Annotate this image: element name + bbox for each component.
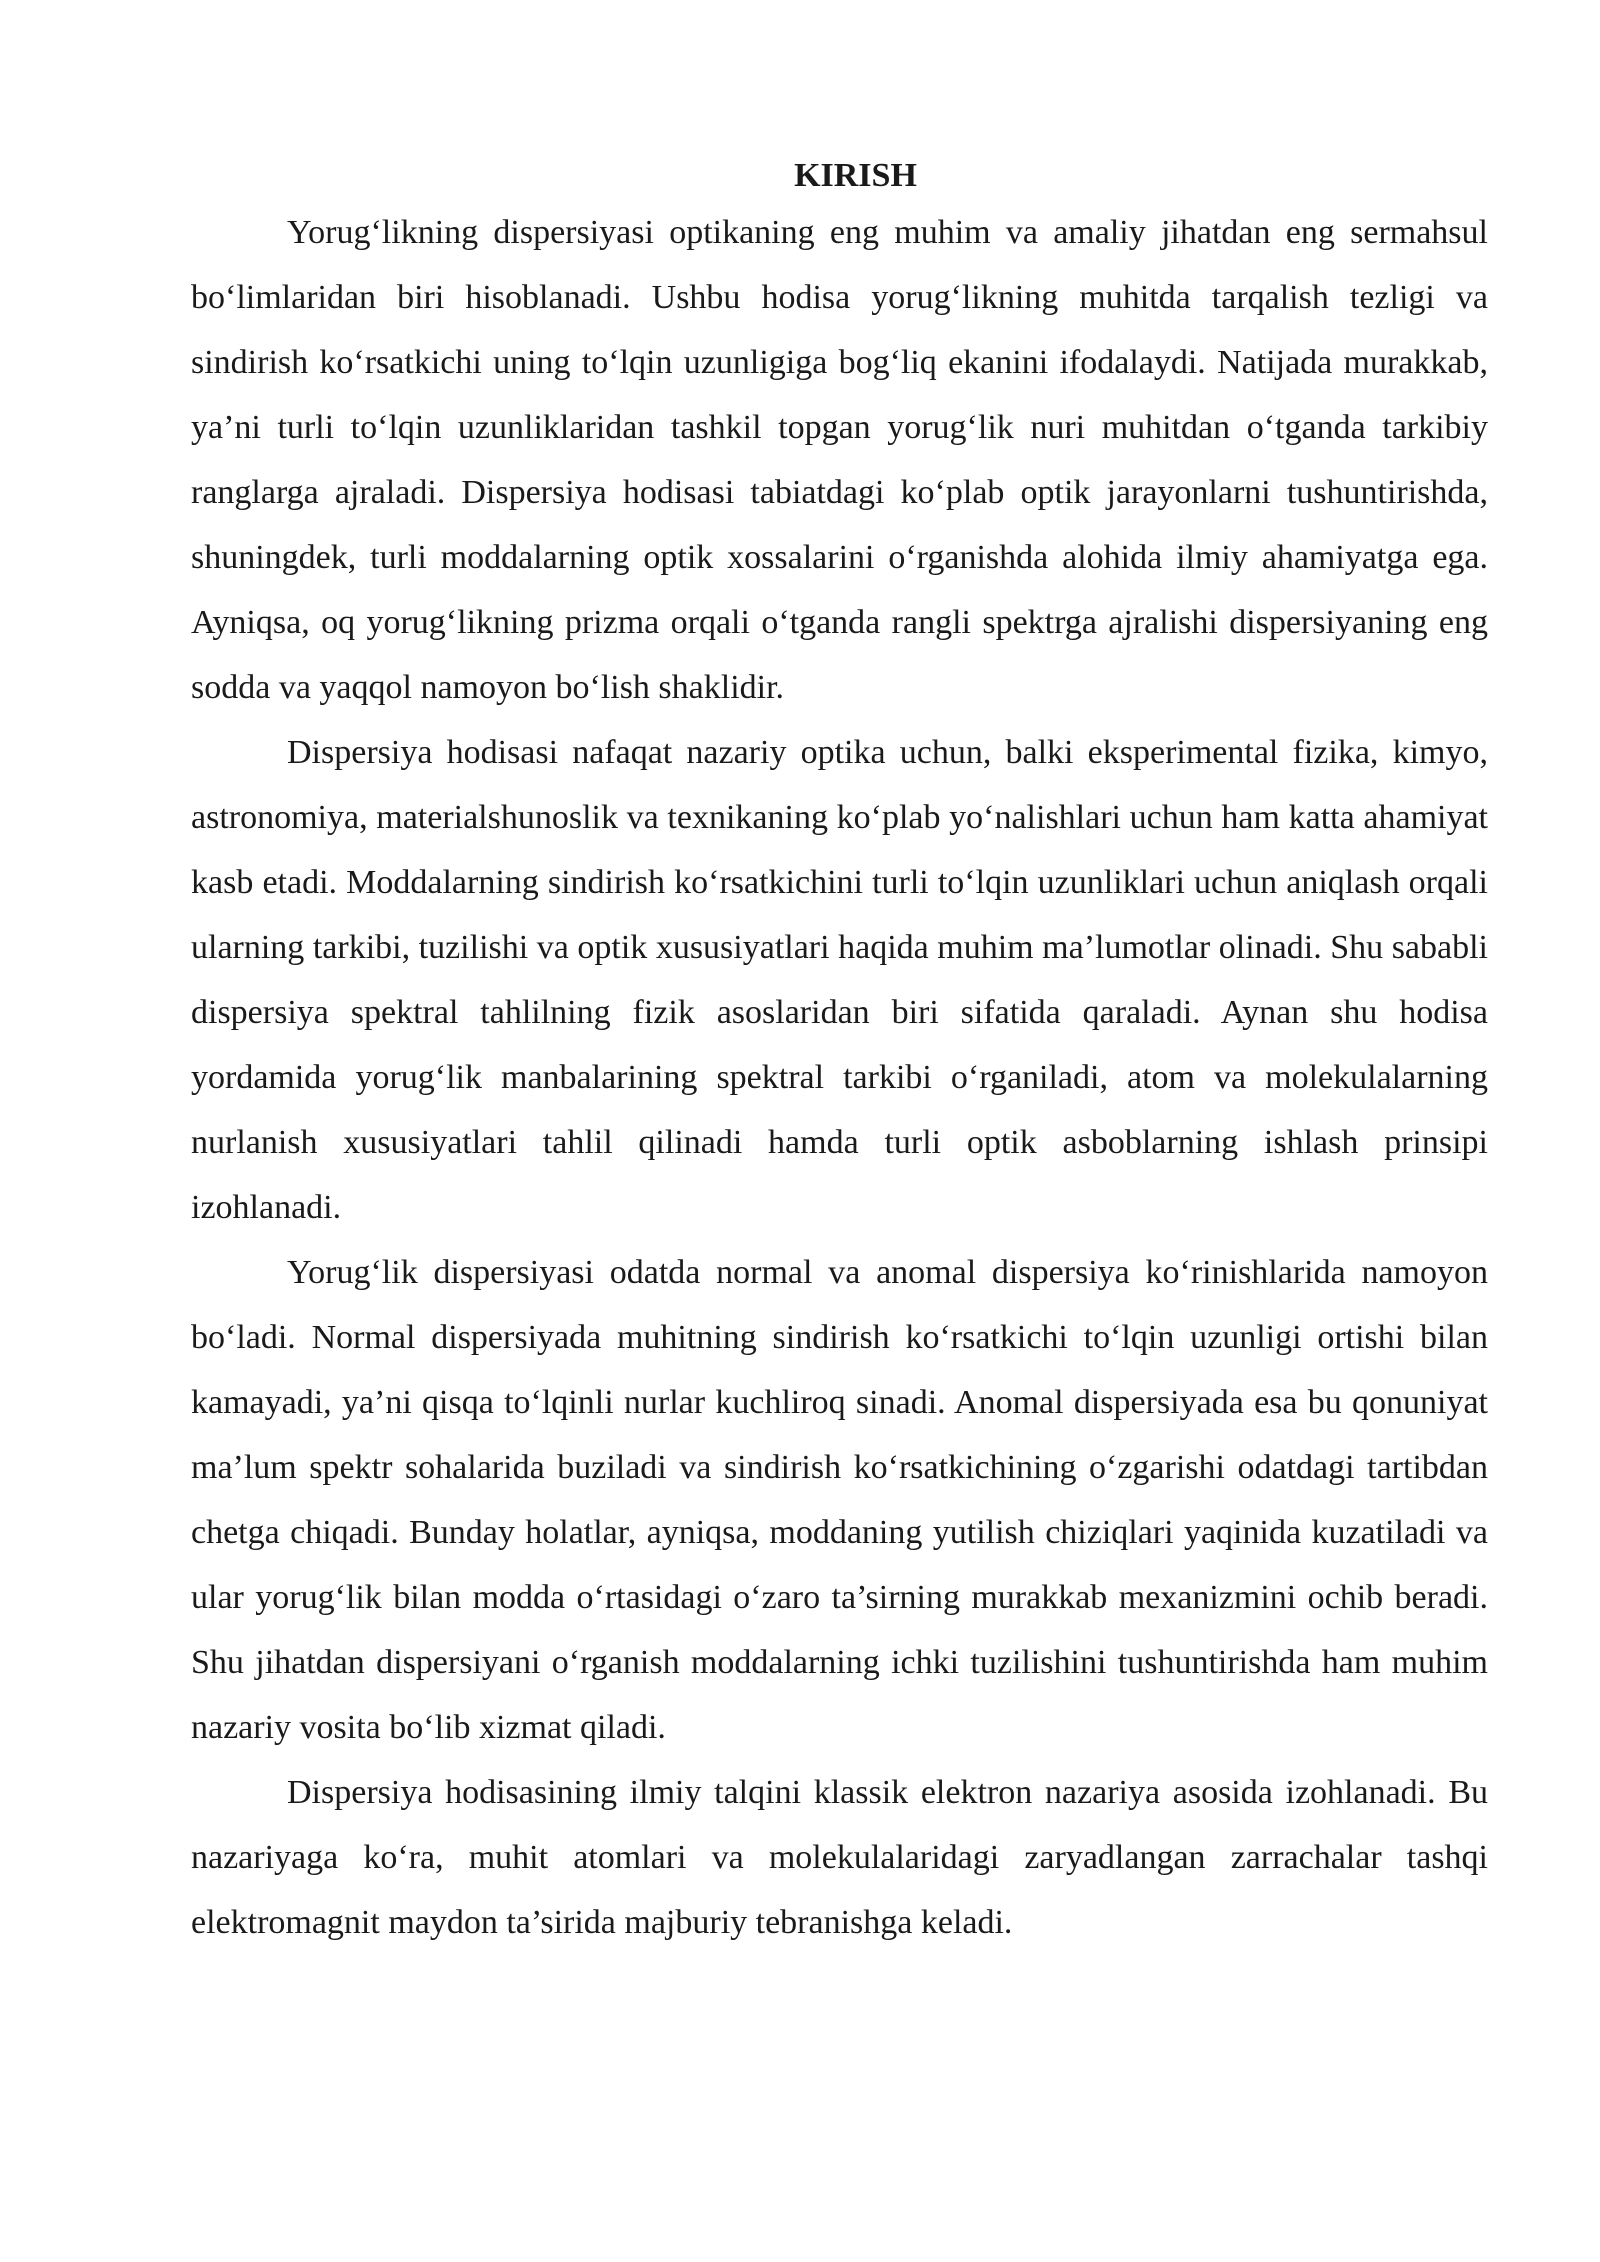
- paragraph: Dispersiya hodisasining ilmiy talqini klassik elektron nazariya asosida izohlanadi. Bu nazariyaga ko‘ra, muhit atomlari va molekulalaridagi zaryadlangan zarrachalar tashqi elektromagnit maydon ta’sirida majburiy tebranishga keladi.: [191, 1774, 1488, 1941]
- page-title: KIRISH: [794, 157, 917, 194]
- paragraph: Yorug‘lik dispersiyasi odatda normal va anomal dispersiya ko‘rinishlarida namoyon bo‘ladi. Normal dispersiyada muhitning sindirish ko‘rsatkichi to‘lqin uzunligi ortishi bilan kamayadi, ya’ni qisqa to‘lqinli nurlar kuchliroq sinadi. Anomal dispersiyada esa bu qonuniyat ma’lum spektr sohalarida buziladi va sindirish ko‘rsatkichining o‘zgarishi odatdagi tartibdan chetga chiqadi. Bunday holatlar, ayniqsa, moddaning yutilish chiziqlari yaqinida kuzatiladi va ular yorug‘lik bilan modda o‘rtasidagi o‘zaro ta’sirning murakkab mexanizmini ochib beradi. Shu jihatdan dispersiyani o‘rganish moddalarning ichki tuzilishini tushuntirishda ham muhim nazariy vosita bo‘lib xizmat qiladi.: [191, 1254, 1488, 1746]
- paragraph: Dispersiya hodisasi nafaqat nazariy optika uchun, balki eksperimental fizika, kimyo, astronomiya, materialshunoslik va texnikaning ko‘plab yo‘nalishlari uchun ham katta ahamiyat kasb etadi. Moddalarning sindirish ko‘rsatkichini turli to‘lqin uzunliklari uchun aniqlash orqali ularning tarkibi, tuzilishi va optik xususiyatlari haqida muhim ma’lumotlar olinadi. Shu sababli dispersiya spektral tahlilning fizik asoslaridan biri sifatida qaraladi. Aynan shu hodisa yordamida yorug‘lik manbalarining spektral tarkibi o‘rganiladi, atom va molekulalarning nurlanish xususiyatlari tahlil qilinadi hamda turli optik asboblarning ishlash prinsipi izohlanadi.: [191, 734, 1488, 1226]
- paragraph: Yorug‘likning dispersiyasi optikaning eng muhim va amaliy jihatdan eng sermahsul bo‘limlaridan biri hisoblanadi. Ushbu hodisa yorug‘likning muhitda tarqalish tezligi va sindirish ko‘rsatkichi uning to‘lqin uzunligiga bog‘liq ekanini ifodalaydi. Natijada murakkab, ya’ni turli to‘lqin uzunliklaridan tashkil topgan yorug‘lik nuri muhitdan o‘tganda tarkibiy ranglarga ajraladi. Dispersiya hodisasi tabiatdagi ko‘plab optik jarayonlarni tushuntirishda, shuningdek, turli moddalarning optik xossalarini o‘rganishda alohida ilmiy ahamiyatga ega. Ayniqsa, oq yorug‘likning prizma orqali o‘tganda rangli spektrga ajralishi dispersiyaning eng sodda va yaqqol namoyon bo‘lish shaklidir.: [191, 214, 1488, 706]
- document-body: [191, 150, 1488, 1955]
